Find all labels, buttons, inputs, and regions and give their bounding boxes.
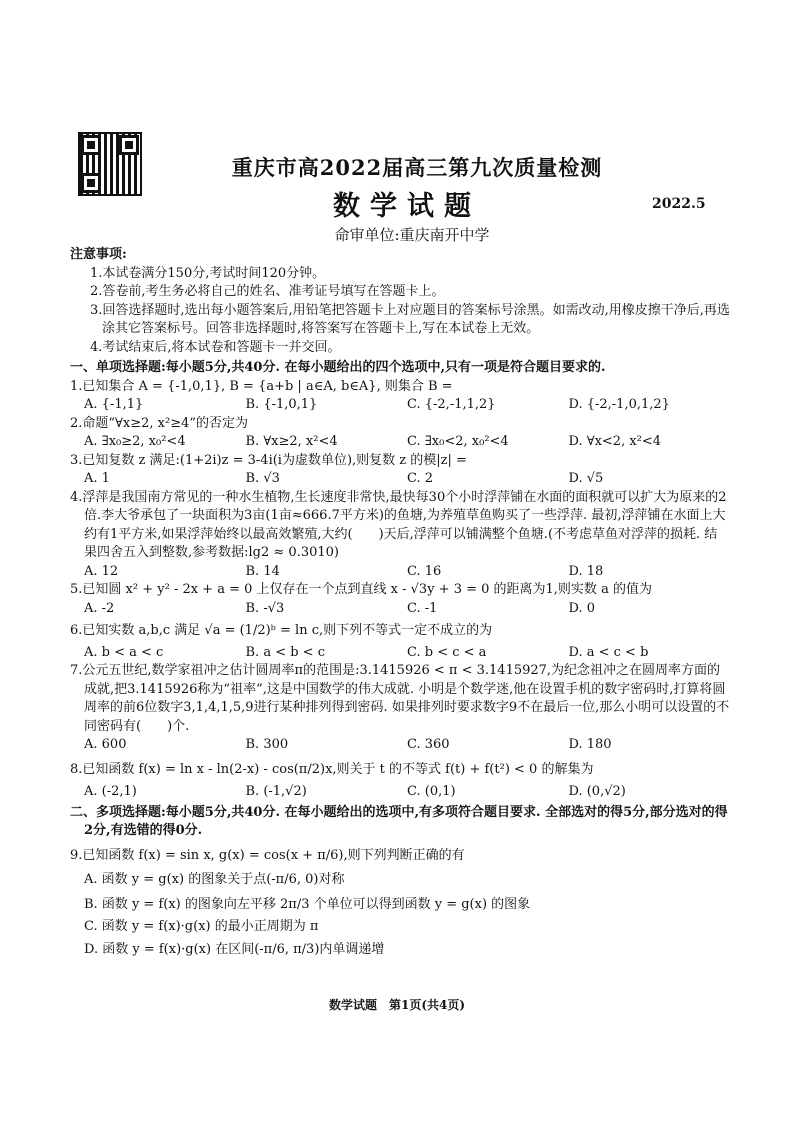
option-a: A. (-2,1) <box>84 784 137 799</box>
option-d: D. a < c < b <box>568 644 649 660</box>
option-b: B. -√3 <box>245 600 285 616</box>
option-b: B. ∀x≥2, x²<4 <box>245 434 338 449</box>
note-item: 1.本试卷满分150分,考试时间120分钟。 <box>90 265 326 281</box>
question-2: 2.命题“∀x≥2, x²≥4”的否定为 <box>70 415 249 431</box>
question-3-options <box>70 470 730 489</box>
option-d: D. 函数 y = f(x)·g(x) 在区间(-π/6, π/3)内单调递增 <box>84 941 385 957</box>
note-item: 4.考试结束后,将本试卷和答题卡一并交回。 <box>90 339 341 355</box>
option-a: A. 600 <box>84 737 127 752</box>
option-c: C. 2 <box>407 471 434 486</box>
option-c: C. -1 <box>407 600 438 616</box>
option-c: C. 16 <box>407 563 442 579</box>
question-7-options <box>70 736 730 755</box>
section-2-heading: 二、多项选择题:每小题5分,共40分. 在每小题给出的选项中,有多项符合题目要求. 全部选对的得5分,部分选对的得2分,有选错的得0分. <box>70 804 728 838</box>
option-c: C. b < c < a <box>407 644 487 660</box>
exam-title: 重庆市高2022届高三第九次质量检测 <box>231 155 603 180</box>
subject-title: 数学试题 <box>333 191 481 222</box>
option-a: A. ∃x₀≥2, x₀²<4 <box>84 434 186 449</box>
question-1: 1.已知集合 A = {-1,0,1}, B = {a+b | a∈A, b∈A}, 则集合 B = <box>70 378 453 394</box>
question-7: 7.公元五世纪,数学家祖冲之估计圆周率π的范围是:3.1415926 < π < 3.1415927,为纪念祖冲之在圆周率方面的成就,把3.1415926称为“祖率”,这是中国数学的伟大成就. 小明是个数学迷,他在设置手机的数字密码时,打算将圆周率的前6位数字3,1,4,1,5,9进行某种排列得到密码. 如果排列时要求数字9不在最后一位,那么小明可以设置的不同密码有( )个. <box>70 663 730 734</box>
option-d: D. ∀x<2, x²<4 <box>568 434 662 449</box>
question-5: 5.已知圆 x² + y² - 2x + a = 0 上仅存在一个点到直线 x - √3y + 3 = 0 的距离为1,则实数 a 的值为 <box>70 582 652 597</box>
page-footer: 数学试题 第1页(共4页) <box>328 998 466 1012</box>
question-9-options <box>70 871 730 959</box>
option-b: B. {-1,0,1} <box>245 397 318 412</box>
question-4: 4.浮萍是我国南方常见的一种水生植物,生长速度非常快,最快每30个小时浮萍铺在水面的面积就可以扩大为原来的2倍.李大爷承包了一块面积为3亩(1亩≈666.7平方米)的鱼塘,为养殖草鱼购买了一些浮萍. 最初,浮萍铺在水面上大约有1平方米,如果浮萍始终以最高效繁殖,大约( )天后,浮萍可以铺满整个鱼塘.(不考虑草鱼对浮萍的损耗. 结果四舍五入到整数,参考数据:lg2 ≈ 0.3010) <box>70 489 727 560</box>
question-4-options <box>70 563 730 582</box>
option-b: B. 14 <box>245 563 280 579</box>
option-d: D. 18 <box>568 563 604 579</box>
option-c: C. 函数 y = f(x)·g(x) 的最小正周期为 π <box>84 919 319 934</box>
option-b: B. 300 <box>245 737 289 752</box>
option-c: C. (0,1) <box>407 784 456 799</box>
option-d: D. 0 <box>568 600 595 616</box>
question-6-options <box>70 644 730 663</box>
option-a: A. -2 <box>84 600 115 616</box>
option-a: A. 函数 y = g(x) 的图象关于点(-π/6, 0)对称 <box>84 872 345 887</box>
option-a: A. {-1,1} <box>84 397 144 412</box>
setter-unit: 命审单位:重庆南开中学 <box>334 226 490 244</box>
option-c: C. {-2,-1,1,2} <box>407 397 496 412</box>
question-2-options <box>70 433 730 452</box>
notes-title: 注意事项: <box>70 247 127 262</box>
option-c: C. ∃x₀<2, x₀²<4 <box>407 434 509 449</box>
question-1-options <box>70 396 730 415</box>
option-d: D. (0,√2) <box>568 784 626 799</box>
section-1-heading: 一、单项选择题:每小题5分,共40分. 在每小题给出的四个选项中,只有一项是符合题目要求的. <box>70 360 606 375</box>
note-item: 3.回答选择题时,选出每小题答案后,用铅笔把答题卡上对应题目的答案标号涂黑。如需改动,用橡皮擦干净后,再选涂其它答案标号。回答非选择题时,将答案写在答题卡上,写在本试卷上无效。 <box>90 302 730 336</box>
option-a: A. 1 <box>84 471 110 486</box>
option-d: D. 180 <box>568 737 612 752</box>
exam-date: 2022.5 <box>652 196 706 212</box>
option-d: D. √5 <box>568 471 604 486</box>
question-5-options <box>70 600 730 619</box>
question-6: 6.已知实数 a,b,c 满足 √a = (1/2)ᵇ = ln c,则下列不等式一定不成立的为 <box>70 623 493 638</box>
option-a: A. b < a < c <box>84 644 164 660</box>
question-3: 3.已知复数 z 满足:(1+2i)z = 3-4i(i为虚数单位),则复数 z 的模|z| = <box>70 452 467 468</box>
option-b: B. (-1,√2) <box>245 784 307 799</box>
question-8-options <box>70 783 730 802</box>
option-c: C. 360 <box>407 737 450 752</box>
question-8: 8.已知函数 f(x) = ln x - ln(2-x) - cos(π/2)x,则关于 t 的不等式 f(t) + f(t²) < 0 的解集为 <box>70 761 594 777</box>
option-b: B. √3 <box>245 471 280 486</box>
option-b: B. a < b < c <box>245 644 325 660</box>
option-a: A. 12 <box>84 563 119 579</box>
exam-content <box>70 246 730 959</box>
option-b: B. 函数 y = f(x) 的图象向左平移 2π/3 个单位可以得到函数 y = g(x) 的图象 <box>84 896 531 912</box>
note-item: 2.答卷前,考生务必将自己的姓名、准考证号填写在答题卡上。 <box>90 284 445 299</box>
question-9: 9.已知函数 f(x) = sin x, g(x) = cos(x + π/6),则下列判断正确的有 <box>70 847 465 863</box>
option-d: D. {-2,-1,0,1,2} <box>568 397 670 412</box>
